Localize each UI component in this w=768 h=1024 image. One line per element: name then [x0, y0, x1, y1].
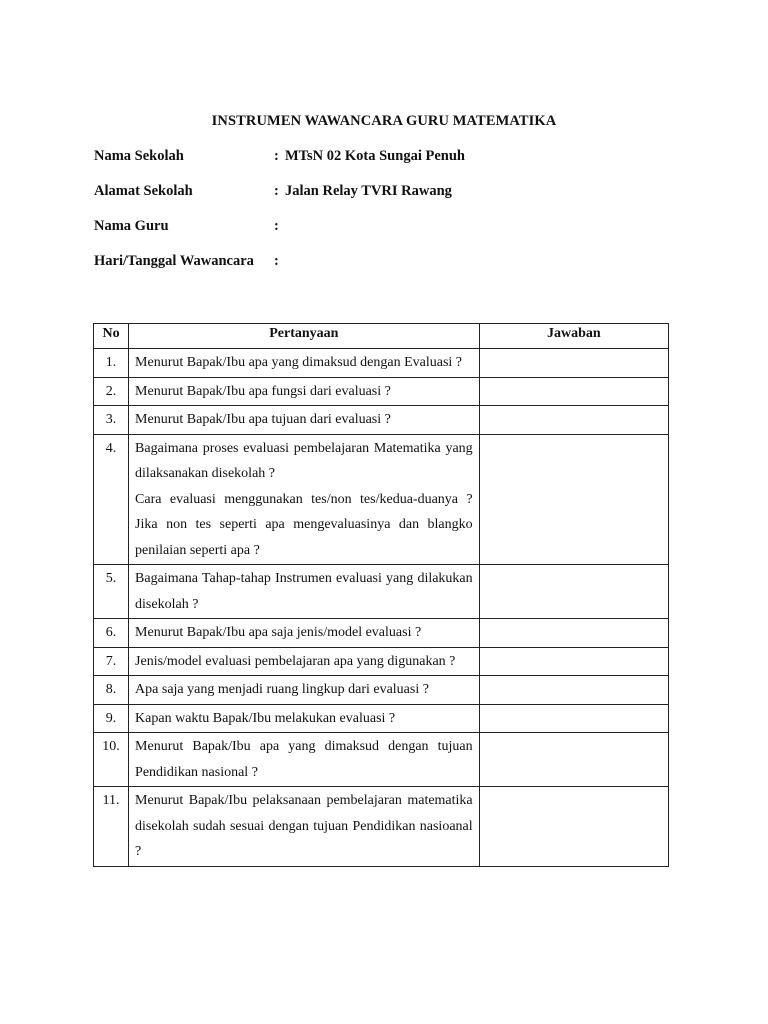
table-row	[94, 377, 669, 406]
row-number: 6.	[94, 619, 129, 648]
row-number: 11.	[94, 787, 129, 867]
row-number: 7.	[94, 647, 129, 676]
row-question: Jenis/model evaluasi pembelajaran apa yang digunakan ?	[129, 647, 480, 676]
row-question: Apa saja yang menjadi ruang lingkup dari evaluasi ?	[129, 676, 480, 705]
row-number: 1.	[94, 349, 129, 378]
table-row	[94, 349, 669, 378]
row-answer[interactable]	[479, 787, 668, 867]
row-question-main: Bagaimana proses evaluasi pembelajaran Matematika yang dilaksanakan disekolah ?	[135, 440, 473, 481]
table-row	[94, 787, 669, 867]
row-answer[interactable]	[479, 647, 668, 676]
info-row-interview-date	[94, 253, 694, 273]
row-answer[interactable]	[479, 434, 668, 565]
table-row	[94, 676, 669, 705]
row-question	[129, 434, 480, 565]
row-answer[interactable]	[479, 377, 668, 406]
info-colon: :	[274, 253, 279, 269]
table-row	[94, 619, 669, 648]
info-row-school-name	[94, 148, 694, 168]
table-row	[94, 647, 669, 676]
row-question: Menurut Bapak/Ibu pelaksanaan pembelajaran matematika disekolah sudah sesuai dengan tujuan Pendidikan nasioanal ?	[129, 787, 480, 867]
info-row-school-address	[94, 183, 694, 203]
row-answer[interactable]	[479, 733, 668, 787]
row-number: 5.	[94, 565, 129, 619]
info-value: Jalan Relay TVRI Rawang	[285, 183, 452, 199]
table-row	[94, 733, 669, 787]
row-question: Menurut Bapak/Ibu apa tujuan dari evaluasi ?	[129, 406, 480, 435]
info-label: Nama Guru	[94, 218, 169, 234]
header-question: Pertanyaan	[129, 324, 480, 349]
info-label: Hari/Tanggal Wawancara	[94, 253, 254, 269]
row-number: 2.	[94, 377, 129, 406]
table-row	[94, 434, 669, 565]
header-answer: Jawaban	[479, 324, 668, 349]
info-value: MTsN 02 Kota Sungai Penuh	[285, 148, 465, 164]
row-answer[interactable]	[479, 676, 668, 705]
info-colon: :	[274, 183, 279, 199]
row-answer[interactable]	[479, 565, 668, 619]
row-number: 3.	[94, 406, 129, 435]
row-question: Menurut Bapak/Ibu apa yang dimaksud dengan tujuan Pendidikan nasional ?	[129, 733, 480, 787]
row-question: Menurut Bapak/Ibu apa fungsi dari evaluasi ?	[129, 377, 480, 406]
info-colon: :	[274, 148, 279, 164]
info-row-teacher-name	[94, 218, 694, 238]
table-header-row	[94, 324, 669, 349]
row-number: 8.	[94, 676, 129, 705]
info-colon: :	[274, 218, 279, 234]
table-row	[94, 406, 669, 435]
row-question: Kapan waktu Bapak/Ibu melakukan evaluasi ?	[129, 704, 480, 733]
document-title: INSTRUMEN WAWANCARA GURU MATEMATIKA	[211, 113, 557, 129]
table-row	[94, 565, 669, 619]
interview-table	[93, 323, 669, 867]
row-question-extra: Cara evaluasi menggunakan tes/non tes/kedua-duanya ? Jika non tes seperti apa mengevaluasinya dan blangko penilaian seperti apa ?	[135, 491, 473, 558]
row-answer[interactable]	[479, 619, 668, 648]
header-no: No	[94, 324, 129, 349]
info-label: Alamat Sekolah	[94, 183, 193, 199]
row-number: 4.	[94, 434, 129, 565]
row-question: Bagaimana Tahap-tahap Instrumen evaluasi yang dilakukan disekolah ?	[129, 565, 480, 619]
row-number: 9.	[94, 704, 129, 733]
row-question: Menurut Bapak/Ibu apa saja jenis/model evaluasi ?	[129, 619, 480, 648]
row-answer[interactable]	[479, 704, 668, 733]
info-label: Nama Sekolah	[94, 148, 184, 164]
row-answer[interactable]	[479, 406, 668, 435]
row-number: 10.	[94, 733, 129, 787]
row-answer[interactable]	[479, 349, 668, 378]
row-question: Menurut Bapak/Ibu apa yang dimaksud dengan Evaluasi ?	[129, 349, 480, 378]
table-row	[94, 704, 669, 733]
